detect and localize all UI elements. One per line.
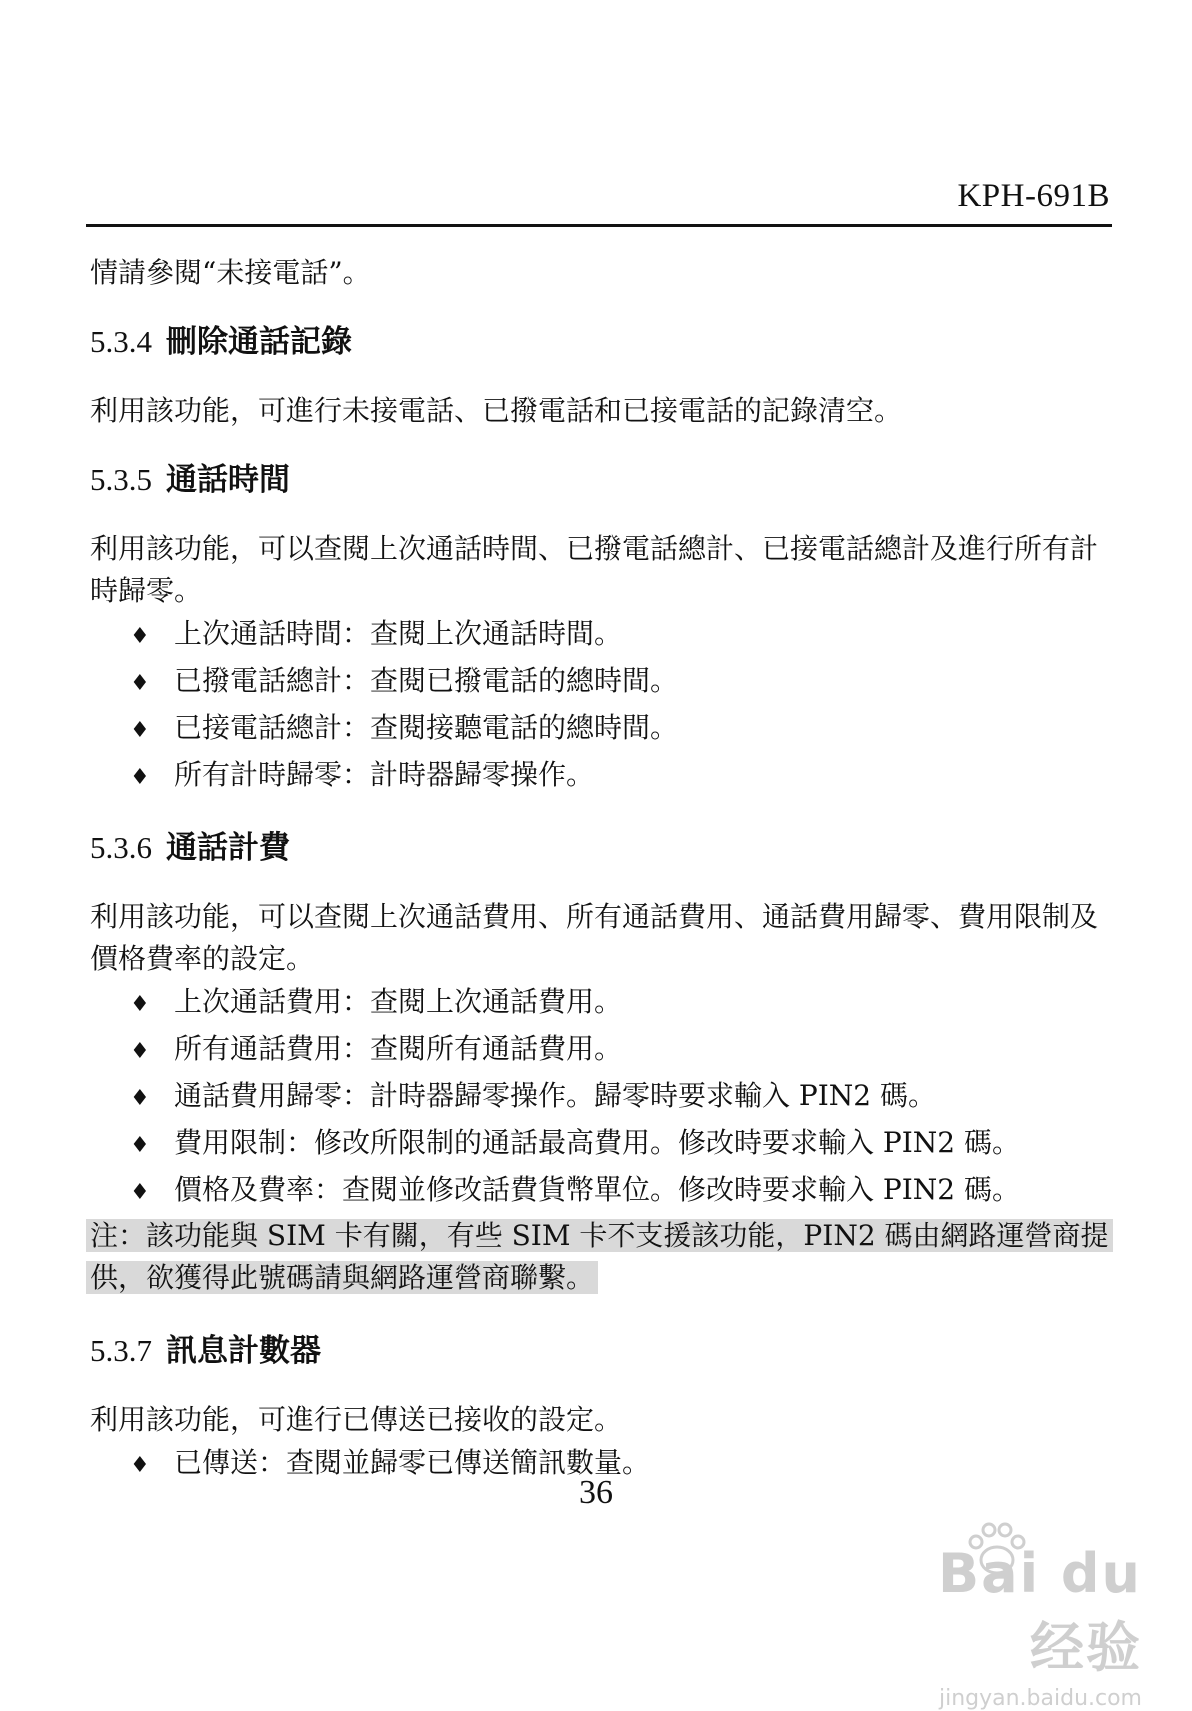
diamond-bullet-icon: ♦ (130, 1453, 150, 1478)
list-item (130, 980, 1110, 1027)
list-item-text: 已傳送：查閱並歸零已傳送簡訊數量。 (174, 1446, 651, 1479)
diamond-bullet-icon: ♦ (130, 718, 150, 743)
baidu-jingyan-watermark (872, 1520, 1142, 1711)
list-item (130, 706, 1110, 753)
bullet-list (130, 612, 1110, 800)
list-item (130, 1074, 1110, 1121)
list-item (130, 1027, 1110, 1074)
note-text: 注：該功能與 SIM 卡有關，有些 SIM 卡不支援該功能，PIN2 碼由網路運營商提供，欲獲得此號碼請與網路運營商聯繫。 (86, 1219, 1113, 1294)
diamond-bullet-icon: ♦ (130, 992, 150, 1017)
section-body: 利用該功能，可進行未接電話、已撥電話和已接電話的記錄清空。 (90, 394, 903, 427)
section-5-3-5 (90, 458, 1110, 800)
section-title: 通話時間 (166, 462, 290, 498)
list-item (130, 753, 1110, 800)
section-heading (90, 826, 1110, 870)
watermark-logo-text: Bai du 经验 (937, 1542, 1142, 1679)
page-number: 36 (579, 1474, 613, 1511)
diamond-bullet-icon: ♦ (130, 671, 150, 696)
section-body: 利用該功能，可以查閱上次通話費用、所有通話費用、通話費用歸零、費用限制及價格費率的設定。 (90, 900, 1099, 975)
list-item-text: 上次通話費用：查閱上次通話費用。 (174, 985, 623, 1018)
header-model-number: KPH-691B (957, 178, 1110, 214)
bullet-list (130, 980, 1110, 1215)
list-item-text: 所有計時歸零：計時器歸零操作。 (174, 758, 595, 791)
section-body: 利用該功能，可以查閱上次通話時間、已撥電話總計、已接電話總計及進行所有計時歸零。 (90, 532, 1099, 607)
section-number: 5.3.7 (90, 1333, 152, 1368)
list-item (130, 1121, 1110, 1168)
section-title: 刪除通話記錄 (166, 324, 352, 360)
list-item-text: 通話費用歸零：計時器歸零操作。歸零時要求輸入 PIN2 碼。 (174, 1079, 937, 1112)
section-5-3-6 (90, 826, 1110, 1299)
diamond-bullet-icon: ♦ (130, 1133, 150, 1158)
diamond-bullet-icon: ♦ (130, 765, 150, 790)
section-number: 5.3.6 (90, 830, 152, 865)
section-heading (90, 320, 1110, 364)
diamond-bullet-icon: ♦ (130, 624, 150, 649)
list-item (130, 1168, 1110, 1215)
list-item-text: 上次通話時間：查閱上次通話時間。 (174, 617, 623, 650)
intro-text: 情請參閱“未接電話”。 (90, 256, 371, 289)
note-block (90, 1215, 1114, 1299)
section-heading (90, 1329, 1110, 1373)
list-item-text: 價格及費率：查閱並修改話費貨幣單位。修改時要求輸入 PIN2 碼。 (174, 1173, 1021, 1206)
list-item-text: 已接電話總計：查閱接聽電話的總時間。 (174, 711, 679, 744)
list-item-text: 已撥電話總計：查閱已撥電話的總時間。 (174, 664, 679, 697)
section-title: 通話計費 (166, 830, 290, 866)
section-number: 5.3.5 (90, 462, 152, 497)
paw-icon (962, 1520, 1032, 1580)
section-heading (90, 458, 1110, 502)
section-body: 利用該功能，可進行已傳送已接收的設定。 (90, 1403, 623, 1436)
diamond-bullet-icon: ♦ (130, 1039, 150, 1064)
header-divider (86, 224, 1112, 227)
section-5-3-7 (90, 1329, 1110, 1488)
page-content (90, 252, 1110, 1488)
section-number: 5.3.4 (90, 324, 152, 359)
diamond-bullet-icon: ♦ (130, 1180, 150, 1205)
list-item (130, 659, 1110, 706)
list-item (130, 612, 1110, 659)
list-item-text: 所有通話費用：查閱所有通話費用。 (174, 1032, 623, 1065)
section-5-3-4 (90, 320, 1110, 432)
diamond-bullet-icon: ♦ (130, 1086, 150, 1111)
list-item-text: 費用限制：修改所限制的通話最高費用。修改時要求輸入 PIN2 碼。 (174, 1126, 1021, 1159)
section-title: 訊息計數器 (166, 1333, 321, 1369)
watermark-url: jingyan.baidu.com (938, 1686, 1142, 1711)
